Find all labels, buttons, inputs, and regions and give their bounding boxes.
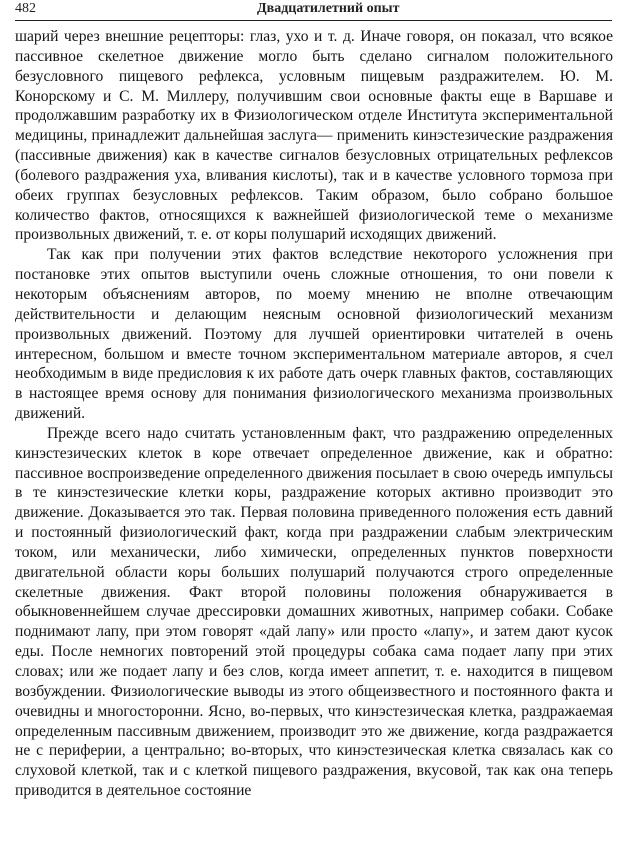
page-number: 482 [15,1,36,16]
paragraph-continued: шарий через внешние рецепторы: глаз, ухо и т. д. Иначе говоря, он показал, что всякое пассивное скелетное движение могло быть сделано сигналом положительного безусловного пищевого рефлекса, условным пищевым раздражителем. Ю. М. Конорскому и С. М. Миллеру, получившим свои основные факты еще в Варшаве и продолжавшим разработку их в Физиологическом отделе Института экспериментальной медицины, принадлежит дальнейшая заслуга— применить кинэстезические раздражения (пассивные движения) как в качестве сигналов безусловных отрицательных рефлексов (болевого раздражения уха, вливания кислоты), так и в качестве условного тормоза при обеих группах безусловных рефлексов. Таким образом, было собрано большое количество фактов, относящихся к важнейшей физиологической теме о механизме произвольных движений, т. е. от коры полушарий исходящих движений. [15,28,613,244]
paragraph: Прежде всего надо считать установленным факт, что раздражению определенных кинэстезических клеток в коре отвечает определенное движение, как и обратно: пассивное воспроизведение определенного движения посылает в свою очередь импульсы в те кинэстезические клетки коры, раздражение которых активно производит это движение. Доказывается это так. Первая половина приведенного положения есть давний и постоянный физиологический факт, когда при раздражении слабым электрическим током, или механически, либо химически, определенных пунктов поверхности двигательной области коры больших полушарий получаются строго определенные скелетные движения. Факт второй половины положения обнаруживается в обыкновеннейшем случае дрессировки домашних животных, например собаки. Собаке поднимают лапу, при этом говорят «дай лапу» или просто «лапу», и затем дают кусок еды. После немногих повторений этой процедуры собака сама подает лапу при этих словах; или же подает лапу и без слов, когда имеет аппетит, т. е. находится в пищевом возбуждении. Физиологические выводы из этого общеизвестного и постоянного факта и очевидны и многосторонни. Ясно, во-первых, что кинэстезическая клетка, раздражаемая определенным пассивным движением, производит это же движение, когда раздражается не с периферии, а центрально; во-вторых, что кинэстезическая клетка связалась как со слуховой клеткой, так и с клеткой пищевого раздражения, вкусовой, так как она теперь приводится в деятельное состояние [15,424,613,800]
body-text [15,27,613,801]
running-title: Двадцатилетний опыт [257,1,400,16]
paragraph: Так как при получении этих фактов вследствие некоторого усложнения при постановке этих опытов выступили очень сложные отношения, то они повели к некоторым объяснениям авторов, по моему мнению не вполне отвечающим действительности и делающим неясным основной физиологический механизм произвольных движений. Поэтому для лучшей ориентировки читателей в очень интересном, большом и вместе точном экспериментальном материале авторов, я счел необходимым в виде предисловия к их работе дать очерк главных фактов, составляющих в настоящее время основу для понимания физиологического механизма произвольных движений. [15,246,613,423]
page-header [15,0,612,21]
